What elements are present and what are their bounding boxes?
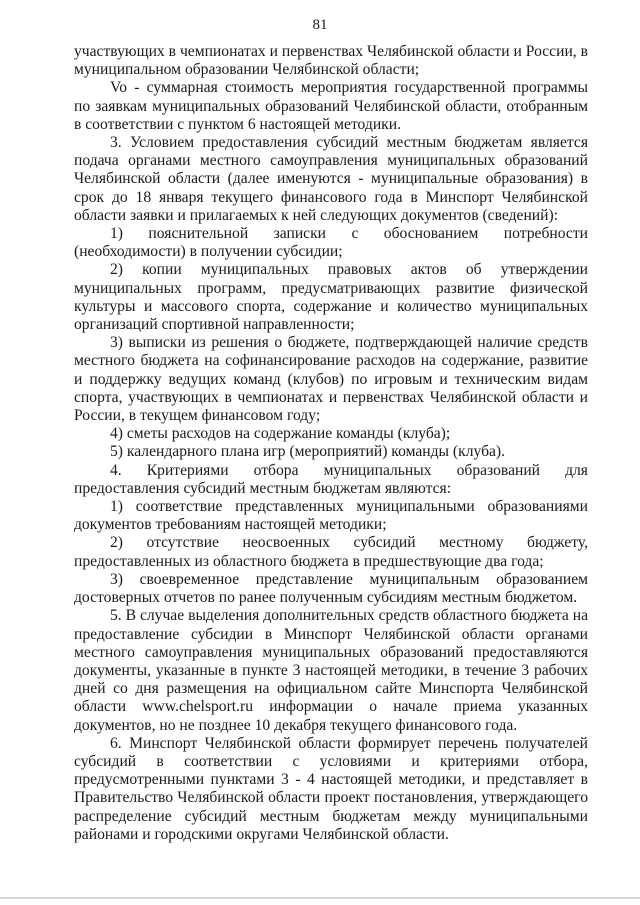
document-body <box>74 43 588 844</box>
list-item: 3) своевременное представление муниципальным образованием достоверных отчетов по ранее полученным субсидиям местным бюджетом. <box>74 570 588 607</box>
list-item: 1) соответствие представленных муниципальными образованиями документов требованиям настоящей методики; <box>74 498 588 534</box>
list-item: 4) сметы расходов на содержание команды (клуба); <box>110 425 451 443</box>
list-item: 5) календарного плана игр (мероприятий) команды (клуба). <box>110 443 506 461</box>
paragraph-section-6: 6. Минспорт Челябинской области формирует перечень получателей субсидий в соответствии с условиями и критериями отбора, предусмотренными пунктами 3 - 4 настоящей методики, и представляет в Правительство Челябинской области проект постановления, утверждающего распределение субсидий местным бюджетам между муниципальными районами и городскими округами Челябинской области. <box>74 734 588 843</box>
page-number: 81 <box>312 17 328 33</box>
list-item: 2) отсутствие неосвоенных субсидий местному бюджету, предоставленных из областного бюджета в предшествующие два года; <box>74 534 588 570</box>
paragraph-section-3: 3. Условием предоставления субсидий местным бюджетам является подача органами местного самоуправления муниципальных образований Челябинской области (далее именуются - муниципальные образования) в срок до 18 января текущего финансового года в Минспорт Челябинской области заявки и прилагаемых к ней следующих документов (сведений): <box>74 134 588 224</box>
list-item: 3) выписки из решения о бюджете, подтверждающей наличие средств местного бюджета на софинансирование расходов на содержание, развитие и поддержку ведущих команд (клубов) по игровым и техническим видам спорта, участвующих в чемпионатах и первенствах Челябинской области и России, в текущем финансовом году; <box>74 334 588 425</box>
list-item: 1) пояснительной записки с обоснованием потребности (необходимости) в получении субсидии; <box>74 225 588 261</box>
paragraph-section-4: 4. Критериями отбора муниципальных образований для предоставления субсидий местным бюджетам являются: <box>74 461 588 497</box>
paragraph: Vo - суммарная стоимость мероприятия государственной программы по заявкам муниципальных образований Челябинской области, отобранным в соответствии с пунктом 6 настоящей методики. <box>74 79 588 133</box>
list-item: 2) копии муниципальных правовых актов об утверждении муниципальных программ, предусматривающих развитие физической культуры и массового спорта, содержание и количество муниципальных организаций спортивной направленности; <box>74 261 588 334</box>
scan-edge-divider <box>0 897 640 899</box>
paragraph-section-5: 5. В случае выделения дополнительных средств областного бюджета на предоставление субсидии в Минспорт Челябинской области органами местного самоуправления муниципальных образований предоставляются документы, указанные в пункте 3 настоящей методики, в течение 3 рабочих дней со дня размещения на официальном сайте Минспорта Челябинской области www.chelsport.ru информации о начале приема указанных документов, но не позднее 10 декабря текущего финансового года. <box>74 607 588 734</box>
paragraph: участвующих в чемпионатах и первенствах Челябинской области и России, в муниципальном образовании Челябинской области; <box>74 43 588 79</box>
